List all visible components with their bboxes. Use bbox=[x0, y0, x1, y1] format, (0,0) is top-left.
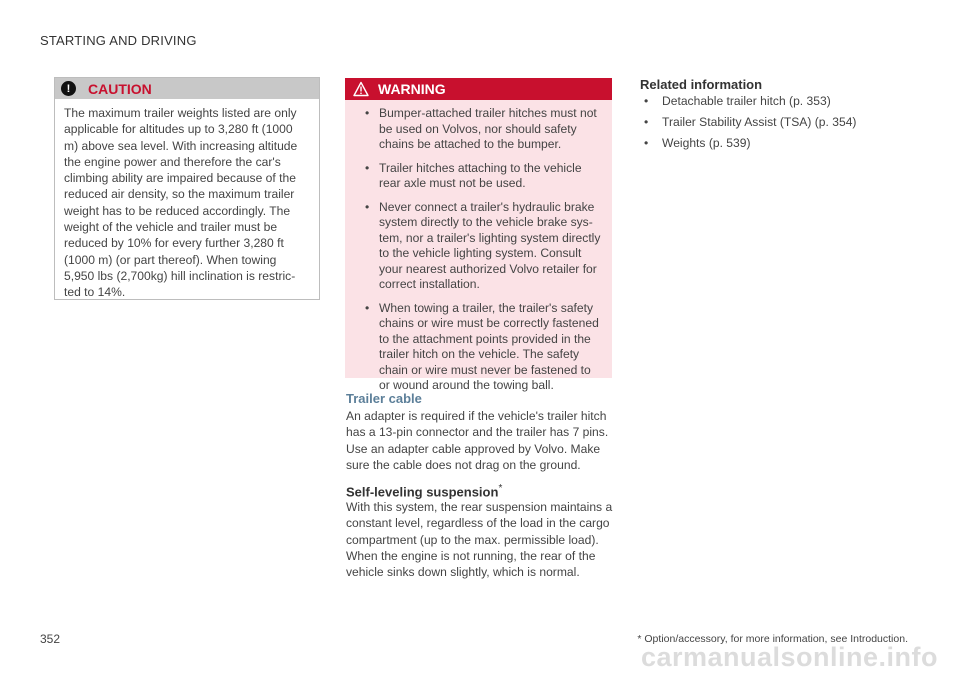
bullet: • bbox=[365, 106, 370, 120]
option-marker: * bbox=[498, 483, 503, 494]
bullet: • bbox=[365, 300, 370, 315]
warning-item bbox=[345, 161, 604, 192]
warning-header bbox=[345, 78, 612, 100]
caution-header bbox=[55, 78, 319, 99]
bullet: • bbox=[644, 94, 649, 108]
warning-item bbox=[345, 301, 604, 394]
self-leveling-text: With this system, the rear suspension maintains a constant level, regardless of the load in the cargo compartment (up to the max. permissible load). When the engine is not running, the rear of the vehicle sinks down slightly, which is normal. bbox=[346, 500, 613, 580]
exclamation-circle-icon: ! bbox=[61, 81, 76, 96]
warning-item-text: When towing a trailer, the trailer's safety chains or wire must be correctly fastened to the attachment points provided in the trailer hitch on the vehicle. The safety chain or wire must never be fastened to or wound around the towing ball. bbox=[379, 300, 599, 392]
bullet: • bbox=[644, 115, 649, 129]
related-information-list bbox=[640, 93, 856, 156]
footnote: * Option/accessory, for more information, see Introduction. bbox=[637, 633, 908, 645]
warning-title: WARNING bbox=[378, 81, 446, 97]
caution-text: The maximum trailer weights listed are only applicable for altitudes up to 3,280 ft (1000 m) above sea level. With increasing altitude the engine power and therefore the car's climbing ability are impaired because of the reduced air density, so the maximum trailer weight has to be reduced accordingly. The weight of the vehicle and trailer must be reduced by 10% for every further 3,280 ft (1000 m) (or part thereof). When towing 5,950 lbs (2,700kg) hill inclination is restric-ted to 14%. bbox=[64, 106, 298, 300]
trailer-cable-text: An adapter is required if the vehicle's trailer hitch has a 13-pin connector and the trailer has 7 pins. Use an adapter cable approved by Volvo. Make sure the cable does not drag on the ground. bbox=[346, 409, 609, 472]
warning-item-text: Trailer hitches attaching to the vehicle rear axle must not be used. bbox=[379, 160, 582, 190]
self-leveling-heading bbox=[346, 483, 502, 499]
bullet: • bbox=[644, 136, 649, 150]
warning-triangle-icon bbox=[353, 81, 369, 97]
warning-box bbox=[345, 78, 612, 392]
warning-list bbox=[345, 100, 612, 394]
trailer-cable-heading: Trailer cable bbox=[346, 391, 422, 406]
watermark: carmanualsonline.info bbox=[640, 642, 938, 672]
related-link[interactable] bbox=[640, 114, 856, 130]
related-information-heading: Related information bbox=[640, 77, 763, 92]
related-link-text[interactable]: Detachable trailer hitch (p. 353) bbox=[662, 94, 831, 108]
running-header: STARTING AND DRIVING bbox=[40, 33, 197, 48]
warning-item-text: Never connect a trailer's hydraulic brake system directly to the vehicle brake sys-tem, nor a trailer's lighting system directly to the vehicle lighting system. Consult your nearest authorized Volvo retailer for correct installation. bbox=[379, 199, 601, 291]
warning-item-text: Bumper-attached trailer hitches must not be used on Volvos, nor should safety chains be attached to the bumper. bbox=[379, 106, 597, 151]
caution-title: CAUTION bbox=[88, 80, 152, 97]
page-number: 352 bbox=[40, 632, 61, 646]
caution-box bbox=[54, 77, 320, 300]
warning-item bbox=[345, 200, 604, 293]
related-link-text[interactable]: Trailer Stability Assist (TSA) (p. 354) bbox=[662, 115, 857, 129]
bullet: • bbox=[365, 199, 370, 214]
related-link[interactable] bbox=[640, 135, 856, 151]
bullet: • bbox=[365, 160, 370, 175]
related-link[interactable] bbox=[640, 93, 856, 109]
related-link-text[interactable]: Weights (p. 539) bbox=[662, 136, 751, 150]
warning-item bbox=[345, 106, 604, 153]
self-leveling-heading-text: Self-leveling suspension bbox=[346, 484, 499, 500]
